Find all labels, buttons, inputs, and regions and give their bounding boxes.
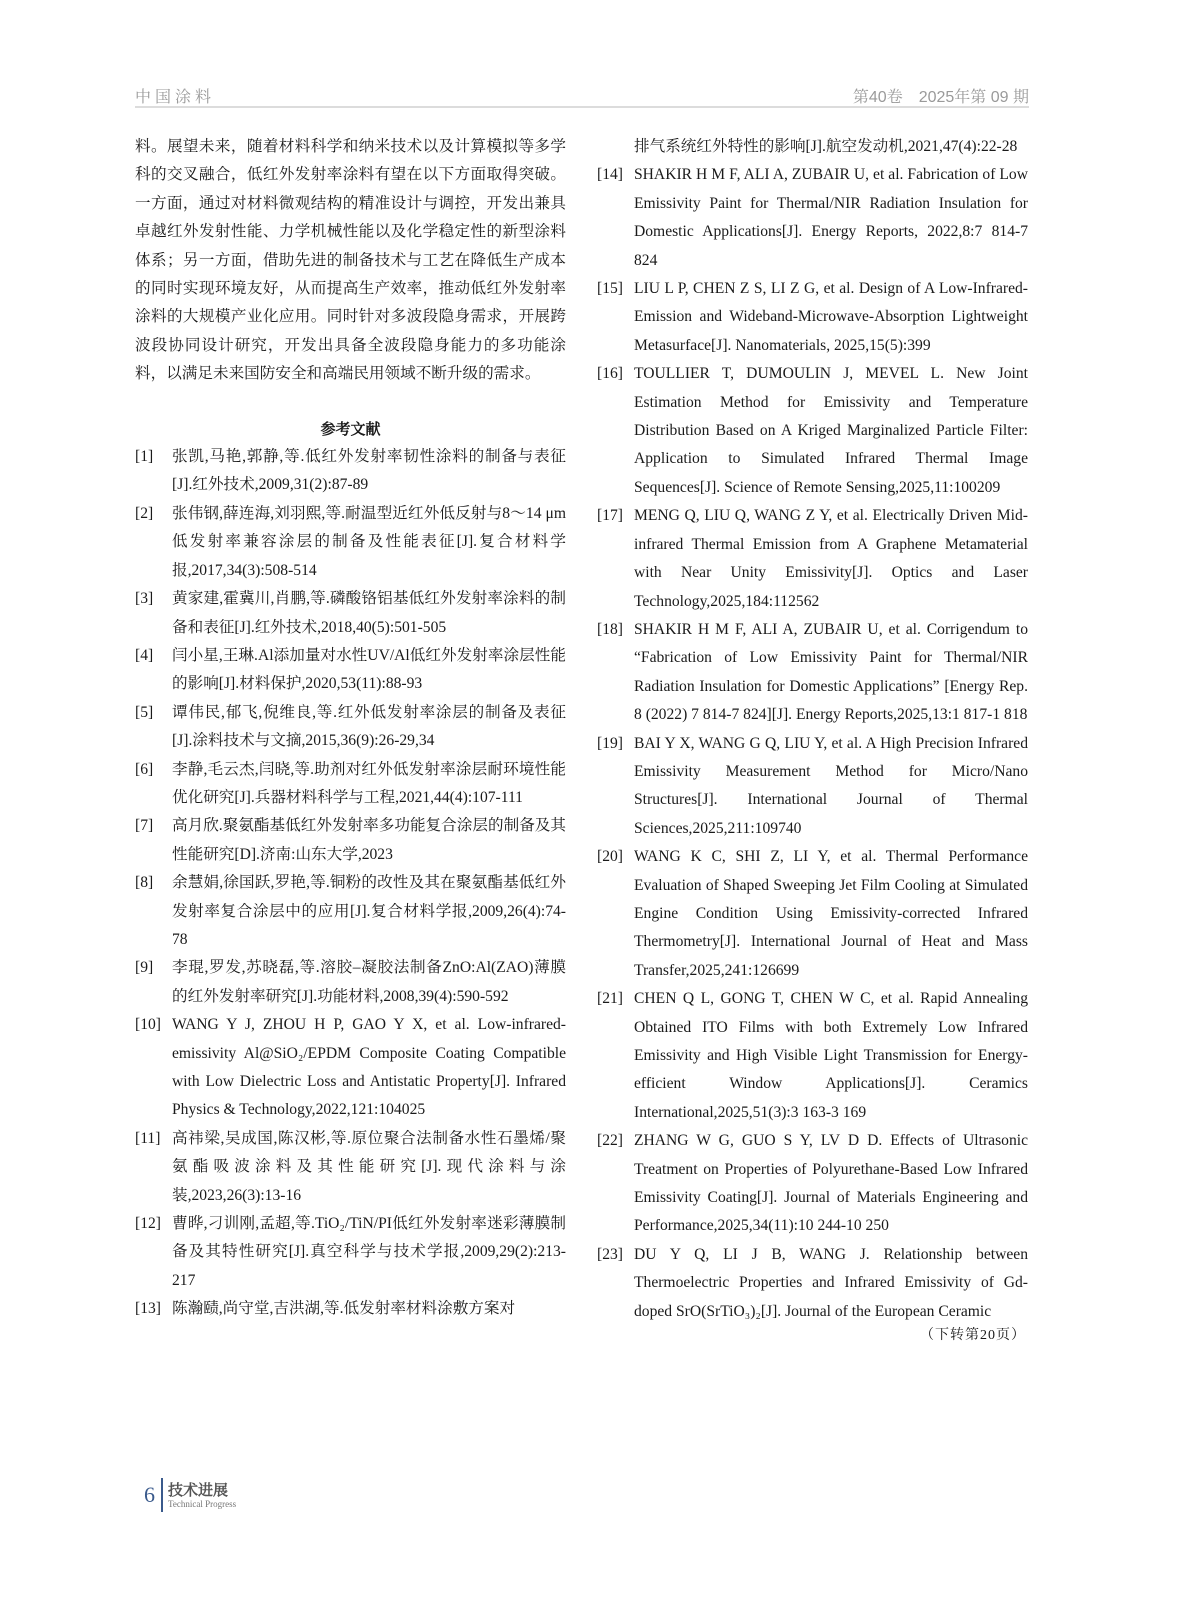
reference-number: [5]: [135, 703, 154, 721]
reference-item: [597, 275, 1028, 360]
reference-text: 李静,毛云杰,闫晓,等.助剂对红外低发射率涂层耐环境性能优化研究[J].兵器材料科学与工程,2021,44(4):107-111: [172, 760, 566, 806]
reference-item: [135, 1295, 566, 1323]
reference-number: [11]: [135, 1129, 161, 1147]
page-number: 6: [144, 1482, 155, 1507]
reference-number: [14]: [597, 166, 623, 184]
reference-number: [3]: [135, 590, 154, 608]
reference-item: [135, 1011, 566, 1125]
reference-text: ZHANG W G, GUO S Y, LV D D. Effects of Ultrasonic Treatment on Properties of Polyurethane-Based Low Infrared Emissivity Coating[J]. Journal of Materials Engineering and Performance,2025,34(11):10 244-10 250: [634, 1132, 1028, 1235]
reference-text: 张伟钢,薛连海,刘羽熙,等.耐温型近红外低反射与8～14 μm低发射率兼容涂层的制备及性能表征[J].复合材料学报,2017,34(3):508-514: [172, 504, 566, 579]
reference-item: [597, 1241, 1028, 1326]
reference-text: 高月欣.聚氨酯基低红外发射率多功能复合涂层的制备及其性能研究[D].济南:山东大学,2023: [172, 817, 566, 863]
reference-text: 曹晔,刁训刚,孟超,等.TiO₂/TiN/PI低红外发射率迷彩薄膜制备及其特性研究[J].真空科学与技术学报,2009,29(2):213-217: [172, 1215, 566, 1289]
continued-note: （下转第20页）: [920, 1328, 1026, 1344]
reference-text: DU Y Q, LI J B, WANG J. Relationship between Thermoelectric Properties and Infrared Emissivity of Gd-doped SrO(SrTiO₃)₂[J]. Journal of the European Ceramic: [634, 1245, 1028, 1320]
reference-number: [2]: [135, 504, 154, 522]
reference-number: [9]: [135, 959, 154, 977]
reference-item: [597, 360, 1028, 502]
reference-list: [597, 161, 1028, 1326]
reference-item: [135, 585, 566, 642]
reference-item: [135, 756, 566, 813]
reference-text: 余慧娟,徐国跃,罗艳,等.铜粉的改性及其在聚氨酯基低红外发射率复合涂层中的应用[J].复合材料学报,2009,26(4):74-78: [172, 874, 566, 948]
reference-item: [135, 443, 566, 500]
body-paragraph: 料。展望未来，随着材料科学和纳米技术以及计算模拟等多学科的交叉融合，低红外发射率涂料有望在以下方面取得突破。一方面，通过对材料微观结构的精准设计与调控，开发出兼具卓越红外发射性能、力学机械性能以及化学稳定性的新型涂料体系；另一方面，借助先进的制备技术与工艺在降低生产成本的同时实现环境友好，从而提高生产效率，推动低红外发射率涂料的大规模产业化应用。同时针对多波段隐身需求，开展跨波段协同设计研究，开发出具备全波段隐身能力的多功能涂料，以满足未来国防安全和高端民用领域不断升级的需求。: [135, 138, 566, 383]
reference-number: [22]: [597, 1132, 623, 1150]
reference-number: [10]: [135, 1016, 161, 1034]
reference-item: [135, 1210, 566, 1295]
reference-text: 陈瀚赜,尚守堂,吉洪湖,等.低发射率材料涂敷方案对: [172, 1300, 516, 1318]
reference-text: 闫小星,王琳.Al添加量对水性UV/Al低红外发射率涂层性能的影响[J].材料保护,2020,53(11):88-93: [172, 646, 566, 693]
reference-number: [6]: [135, 760, 154, 778]
reference-number: [4]: [135, 646, 154, 664]
reference-text: TOULLIER T, DUMOULIN J, MEVEL L. New Joint Estimation Method for Emissivity and Temperature Distribution Based on A Kriged Marginalized Particle Filter: Application to Simulated Infrared Thermal Image Sequences[J]. Science of Remote Sensing,2025,11:100209: [634, 365, 1028, 496]
reference-item: [135, 954, 566, 1011]
header-divider: [135, 106, 1029, 108]
reference-item: [597, 730, 1028, 844]
reference-number: [20]: [597, 848, 623, 866]
reference-number: [7]: [135, 817, 154, 835]
reference-text: 谭伟民,郁飞,倪维良,等.红外低发射率涂层的制备及表征[J].涂料技术与文摘,2015,36(9):26-29,34: [172, 703, 566, 750]
reference-item: [135, 1125, 566, 1210]
reference-item: [135, 699, 566, 756]
reference-number: [13]: [135, 1300, 161, 1318]
reference-item: [135, 812, 566, 869]
reference-item: [135, 869, 566, 954]
reference-text: CHEN Q L, GONG T, CHEN W C, et al. Rapid Annealing Obtained ITO Films with both Extremely Low Infrared Emissivity and High Visible Light Transmission for Energy-efficient Window Applications[J]. Ceramics International,2025,51(3):3 163-3 169: [634, 990, 1028, 1121]
reference-number: [23]: [597, 1245, 623, 1263]
reference-number: [12]: [135, 1215, 161, 1233]
left-column: [135, 133, 566, 1324]
section-name-en: Technical Progress: [168, 1498, 237, 1509]
reference-text: SHAKIR H M F, ALI A, ZUBAIR U, et al. Fabrication of Low Emissivity Paint for Thermal/NIR Radiation Insulation for Domestic Applications[J]. Energy Reports, 2022,8:7 814-7 824: [634, 166, 1028, 269]
reference-item: [597, 616, 1028, 730]
reference-text: WANG Y J, ZHOU H P, GAO Y X, et al. Low-infrared-emissivity Al@SiO₂/EPDM Composite Coating Compatible with Low Dielectric Loss and Antistatic Property[J]. Infrared Physics & Technology,2022,121:104025: [172, 1016, 566, 1119]
reference-item: [597, 1127, 1028, 1241]
reference-item: [597, 843, 1028, 985]
reference-text: 黄家建,霍冀川,肖鹏,等.磷酸铬铝基低红外发射率涂料的制备和表征[J].红外技术,2018,40(5):501-505: [172, 590, 566, 636]
reference-text: SHAKIR H M F, ALI A, ZUBAIR U, et al. Corrigendum to “Fabrication of Low Emissivity Paint for Thermal/NIR Radiation Insulation for Domestic Applications” [Energy Rep. 8 (2022) 7 814-7 824][J]. Energy Reports,2025,13:1 817-1 818: [634, 620, 1028, 724]
page-footer: [144, 1478, 236, 1512]
footer-divider: [161, 1478, 163, 1512]
reference-item: [597, 502, 1028, 616]
reference-text: 张凯,马艳,郭静,等.低红外发射率韧性涂料的制备与表征[J].红外技术,2009,31(2):87-89: [172, 448, 566, 494]
reference-text: 李琨,罗发,苏晓磊,等.溶胶–凝胶法制备ZnO:Al(ZAO)薄膜的红外发射率研究[J].功能材料,2008,39(4):590-592: [172, 959, 566, 1005]
reference-item: [597, 985, 1028, 1127]
reference-text: 高祎梁,吴成国,陈汉彬,等.原位聚合法制备水性石墨烯/聚氨酯吸波涂料及其性能研究[J].现代涂料与涂装,2023,26(3):13-16: [172, 1129, 566, 1204]
reference-text: WANG K C, SHI Z, LI Y, et al. Thermal Performance Evaluation of Shaped Sweeping Jet Film Cooling at Simulated Engine Condition Using Emissivity-corrected Infrared Thermometry[J]. International Journal of Heat and Mass Transfer,2025,241:126699: [634, 848, 1028, 979]
reference-number: [8]: [135, 874, 154, 892]
reference-number: [19]: [597, 734, 623, 752]
issue-info: 第40卷 2025年第 09 期: [852, 89, 1029, 106]
reference-continuation: 排气系统红外特性的影响[J].航空发动机,2021,47(4):22-28: [634, 138, 1018, 155]
reference-text: BAI Y X, WANG G Q, LIU Y, et al. A High Precision Infrared Emissivity Measurement Method for Micro/Nano Structures[J]. International Journal of Thermal Sciences,2025,211:109740: [634, 734, 1028, 837]
reference-text: MENG Q, LIU Q, WANG Z Y, et al. Electrically Driven Mid-infrared Thermal Emission from A Graphene Metamaterial with Near Unity Emissivity[J]. Optics and Laser Technology,2025,184:112562: [634, 507, 1028, 610]
reference-number: [21]: [597, 990, 623, 1008]
right-column: [597, 133, 1028, 1346]
reference-number: [1]: [135, 448, 154, 466]
section-name: 技术进展: [168, 1480, 229, 1499]
reference-number: [15]: [597, 280, 623, 298]
reference-list: [135, 443, 566, 1324]
reference-number: [17]: [597, 507, 623, 525]
reference-text: LIU L P, CHEN Z S, LI Z G, et al. Design of A Low-Infrared-Emission and Wideband-Microwave-Absorption Lightweight Metasurface[J]. Nanomaterials, 2025,15(5):399: [634, 280, 1028, 354]
reference-number: [16]: [597, 365, 623, 383]
journal-name: 中国涂料: [135, 89, 216, 106]
reference-number: [18]: [597, 620, 623, 638]
references-heading: 参考文献: [320, 419, 381, 438]
reference-item: [135, 642, 566, 699]
reference-item: [135, 500, 566, 585]
reference-item: [597, 161, 1028, 275]
